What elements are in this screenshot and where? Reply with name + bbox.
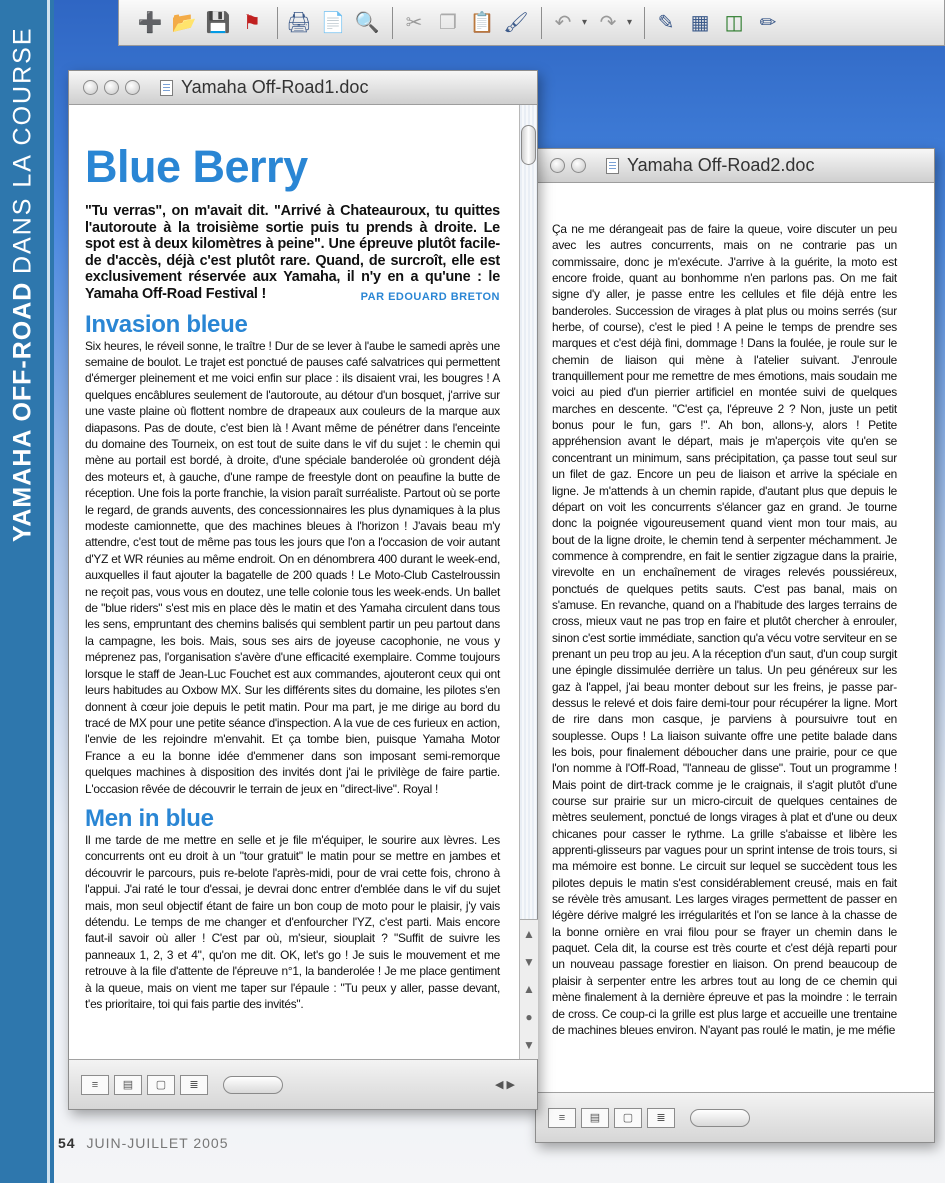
table-icon[interactable]: ▦ [690, 12, 710, 34]
toolbar [118, 0, 945, 46]
cut-icon[interactable]: ✂ [405, 12, 423, 34]
flag-icon[interactable]: ⚑ [243, 12, 261, 34]
scroll-controls [520, 919, 538, 1059]
bottom-bar [536, 1092, 934, 1142]
close-button[interactable] [550, 158, 565, 173]
edit-icon[interactable]: ✎ [657, 12, 675, 34]
undo-icon[interactable]: ↶ [554, 12, 572, 34]
open-folder-icon[interactable]: 📂 [171, 12, 197, 34]
print-icon[interactable]: 🖨 [286, 12, 312, 34]
copy-icon[interactable]: ❐ [439, 12, 457, 34]
document-body[interactable] [85, 143, 500, 1012]
window-title: Yamaha Off-Road1.doc [181, 77, 369, 97]
normal-view-icon[interactable]: ≡ [548, 1108, 576, 1128]
toolbar-separator [392, 7, 393, 39]
paste-icon[interactable]: 📋 [469, 12, 495, 34]
minimize-button[interactable] [104, 80, 119, 95]
toolbar-separator [277, 7, 278, 39]
redo-dropdown-icon[interactable]: ▾ [627, 17, 633, 28]
columns-icon[interactable]: ◫ [724, 12, 744, 34]
save-icon[interactable]: 💾 [205, 12, 231, 34]
close-button[interactable] [83, 80, 98, 95]
page-footer [58, 1135, 228, 1151]
section-heading: Invasion bleue [85, 310, 248, 338]
document-icon [160, 80, 173, 96]
document-icon [606, 158, 619, 174]
window-titlebar[interactable] [536, 149, 934, 183]
browse-object-icon[interactable]: ● [525, 1010, 533, 1025]
previous-page-icon[interactable]: ▲ [523, 982, 535, 997]
issue-date: JUIN-JUILLET 2005 [86, 1135, 229, 1151]
intro-text: "Tu verras", on m'avait dit. "Arrivé à Chateauroux, tu quittes l'autoroute à la troisième sortie puis tu prends à droite. Le spot est à deux kilomètres à peine". Une épreuve plutôt facile-de d'accès, déjà c'est plutôt rare. Quand, de surcroît, elle est exclusivement réservée aux Yamaha, il n'y en a qu'une : le Yamaha Off-Road Festival ! [85, 203, 500, 302]
window-title: Yamaha Off-Road2.doc [627, 155, 815, 175]
series-label: DANS LA COURSE [8, 26, 37, 274]
print-preview-icon[interactable]: 📄 [320, 12, 346, 34]
next-page-icon[interactable]: ▼ [523, 1038, 535, 1053]
undo-dropdown-icon[interactable]: ▾ [582, 17, 588, 28]
horizontal-scroll-thumb[interactable] [690, 1109, 750, 1127]
vertical-scrollbar[interactable] [519, 105, 537, 1059]
page-view-icon[interactable]: ▢ [147, 1075, 175, 1095]
new-document-icon[interactable]: ➕ [137, 12, 163, 34]
body-paragraph: Il me tarde de me mettre en selle et je file m'équiper, le sourire aux lèvres. Les concurrents ont eu droit à un "tour gratuit" le matin pour se mettre en jambes et découvrir le parcours, puis re-belote l'après-midi, pour de vrai cette fois, chrono à l'appui. J'ai raté le tour d'essai, je devrai donc entrer d'emblée dans le vif du sujet mais, mon seul objectif étant de faire un bon coup de moto pour le plaisir, j'y vais détendu. Le temps de me changer et d'enfourcher l'YZ, c'est parti. Mais encore faut-il savoir où aller ! C'est par où, m'sieur, siouplait ? "Suffit de suivre les panneaux 1, 2, 3 et 4", qu'on me dit. OK, let's go ! Je suis le mouvement et me retrouve à la file d'attente de l'épreuve n°1, la banderolée ! Je me place gentiment à la queue, mais on vient me taper sur l'épaule : "Tu peux y aller, passe devant, t'es prioritaire, toi qui fais partie des invités". [85, 832, 500, 1011]
bottom-bar [69, 1059, 537, 1109]
redo-icon[interactable]: ↷ [599, 12, 617, 34]
body-text: Ça ne me dérangeait pas de faire la queue, voire discuter un peu avec les autres concurrents, mais on ne contrarie pas un commissaire, donc je m'exécute. J'arrive à la guérite, la moto est encore froide, quant au bonhomme n'en parlons pas. On me fait signe d'y aller, je passe entre les cellules et file déjà entre les banderoles. Succession de virages à plat plus ou moins serrés (sur herbe, of course), c'est le pied ! A peine le temps de prendre ses marques et c'est déjà fini, dommage ! Dans la foulée, je roule sur le chemin de liaison qui mène à l'atelier suivant. J'enroule tranquillement pour me remettre de mes émotions, mais soudain me voici au pied d'un pierrier artificiel en montée suivi de quelques marches en descente. "C'est ça, l'épreuve 2 ? Non, juste un petit bonus pour le fun, gars !". Ah bon, allons-y, alors ! Petite appréhension avant le départ, mais je m'aperçois vite qu'en se concentrant un minimum, sans précipitation, ça passe tout seul sur un filet de gaz. Encore un peu de liaison et arrive la spéciale en ligne. Je m'attends à un chemin rapide, d'autant plus que depuis le départ on voit les concurrents s'élancer gaz en grand. Je tourne donc la poignée vigoureusement quand vient mon tour mais, au bout de la ligne droite, le chemin tend à serpenter méchamment. Je commence à comprendre, en fait le sentier zigzague dans la prairie, virevolte en un enchaînement de virages relevés poussiéreux, ponctués de quelques petits sauts. C'est pas banal, mais on s'amuse. En revanche, quand on a l'habitude des larges terrains de cross, mieux vaut ne pas trop en faire et plutôt chercher à enrouler, sinon c'est sortie immédiate, sanction qu'a vécu votre serviteur en se prenant un peu trop au jeu. A la réception d'un saut, d'un coup surgit une épingle dissimulée derrière un talus. Un peu généreux sur les gaz à l'appel, j'ai beau monter debout sur les freins, je passe par-dessus le relevé et dois faire demi-tour pour récupérer la ligne. Mort de rire dans mon casque, je parviens à poursuivre tout en souplesse. Oups ! La liaison suivante offre une petite balade dans les bois, pour finalement déboucher dans une prairie, pour ce que l'on nomme à l'Off-Road, "l'anneau de glisse". Tout un programme ! Mais point de dirt-track comme je le craignais, il s'agit plutôt d'une course sur prairie sur un micro-circuit de quelques centaines de mètres seulement, ponctué de longs virages à plat et d'une ou deux chicanes pour casser le rythme. La grille s'abaisse et libère les apprenti-glisseurs par vagues pour un sprint intense de trois tours, si ma mémoire est bonne. Le circuit sur lequel se succèdent tous les pilotes depuis le matin s'est considérablement creusé, mais en fait se révèle très amusant. Les larges virages permettent de passer en légère dérive malgré les irrégularités et l'on se lance à la chasse de la bonne ornière en vrai filou pour se frayer un chemin dans le paquet. Cela dit, la course est très courte et c'est déjà reparti pour un nouveau passage forestier en liaison. On prend beaucoup de plaisir à serpenter entre les arbres tout au long de ce chemin qui mène finalement à la dernière épreuve et pas la moindre : le terrain de cross. Ce coup-ci la grille est plus large et accueille une trentaine de machines bleues environ. N'ayant pas roulé le matin, je me méfie [552, 222, 897, 1037]
horizontal-scroll-arrows[interactable]: ◀ ▶ [495, 1079, 515, 1091]
scroll-down-icon[interactable]: ▼ [523, 954, 535, 969]
toolbar-separator [541, 7, 542, 39]
outline-view-icon[interactable]: ≣ [647, 1108, 675, 1128]
vertical-scroll-thumb[interactable] [521, 125, 536, 165]
document-body[interactable] [552, 221, 897, 1038]
toolbar-separator [644, 7, 645, 39]
format-brush-icon[interactable]: 🖌 [503, 12, 529, 34]
zoom-icon[interactable]: 🔍 [354, 12, 380, 34]
body-paragraph: Six heures, le réveil sonne, le traître ! Dur de se lever à l'aube le samedi après une semaine de boulot. Le trajet est ponctué de pauses café salvatrices qui permettent d'émerger pleinement et me voici enfin sur place : ils disaient vrai, les bougres ! A quelques encâblures seulement de l'autoroute, au détour d'un bosquet, j'arrive sur une vaste plaine où flottent nombre de drapeaux aux couleurs de la marque aux diapasons. Pas de doute, c'est bien là ! Avant même de pénétrer dans l'enceinte du domaine des Tourneix, on est tout de suite dans le vif du sujet : le chemin qui mène au portail est bordé, à droite, d'une spéciale banderolée où grondent déjà des moteurs et, à gauche, d'une rampe de freestyle dont on peaufine la butte de réception. Une fois la porte franchie, la vision paraît surréaliste. Partout où se porte le regard, de grands auvents, des concessionnaires les plus dynamiques à la plus modeste camionnette, que des machines bleues à l'horizon ! J'avais beau m'y attendre, c'est tout de même pas tous les jours que l'on a l'occasion de voir autant d'YZ et WR réunies au même endroit. On en dénombrera 400 durant le week-end, auxquelles il faut ajouter la bagatelle de 200 quads ! Le Moto-Club Castelroussin ne reçoit pas, vous vous en doutez, une telle colonie tous les week-ends. Un ballet de "blue riders" s'est mis en place dès le matin et des Yamaha circulent dans tous les sens, empruntant des chemins balisés qui semblent partir un peu partout dans la campagne, les bois. Mais, sous ses airs de joyeuse cacophonie, ne vous y méprenez pas, l'organisation s'avère d'une efficacité exemplaire. Comme toujours lorsque le staff de Jean-Luc Fouchet est aux commandes, ajouteront ceux qui ont leurs habitudes au Oxbow MX. Sur les différents sites du domaine, les pilotes s'en donnent à cœur joie depuis le petit matin. Pour ma part, je me dirige au bord du tracé de MX pour une petite séance d'inspection. A la vue de ces furieux en action, l'envie de les rejoindre m'envahit. Et ça tombe bien, puisque Yamaha Motor France a eu la bonne idée d'emmener dans son imposant semi-remorque quelques machines à disposition des invités dont j'ai le privilège de faire partie. L'occasion rêvée de découvrir le terrain de jeux en "direct-live". Royal ! [85, 338, 500, 796]
side-rule [47, 0, 50, 1183]
document-window-2 [535, 148, 935, 1143]
outline-view-icon[interactable]: ≣ [180, 1075, 208, 1095]
section-heading: Men in blue [85, 804, 214, 832]
window-titlebar[interactable] [69, 71, 537, 105]
horizontal-scroll-thumb[interactable] [223, 1076, 283, 1094]
normal-view-icon[interactable]: ≡ [81, 1075, 109, 1095]
article-intro [85, 203, 500, 303]
drawing-icon[interactable]: ✏ [759, 12, 777, 34]
layout-view-icon[interactable]: ▤ [114, 1075, 142, 1095]
layout-view-icon[interactable]: ▤ [581, 1108, 609, 1128]
scroll-up-icon[interactable]: ▲ [523, 926, 535, 941]
page-view-icon[interactable]: ▢ [614, 1108, 642, 1128]
brand-label: YAMAHA OFF-ROAD [8, 281, 37, 542]
byline: PAR EDOUARD BRETON [360, 290, 500, 303]
zoom-button[interactable] [125, 80, 140, 95]
document-window-1 [68, 70, 538, 1110]
section-label [0, 26, 46, 542]
article-title: Blue Berry [85, 141, 308, 192]
page-number: 54 [58, 1135, 76, 1151]
minimize-button[interactable] [571, 158, 586, 173]
